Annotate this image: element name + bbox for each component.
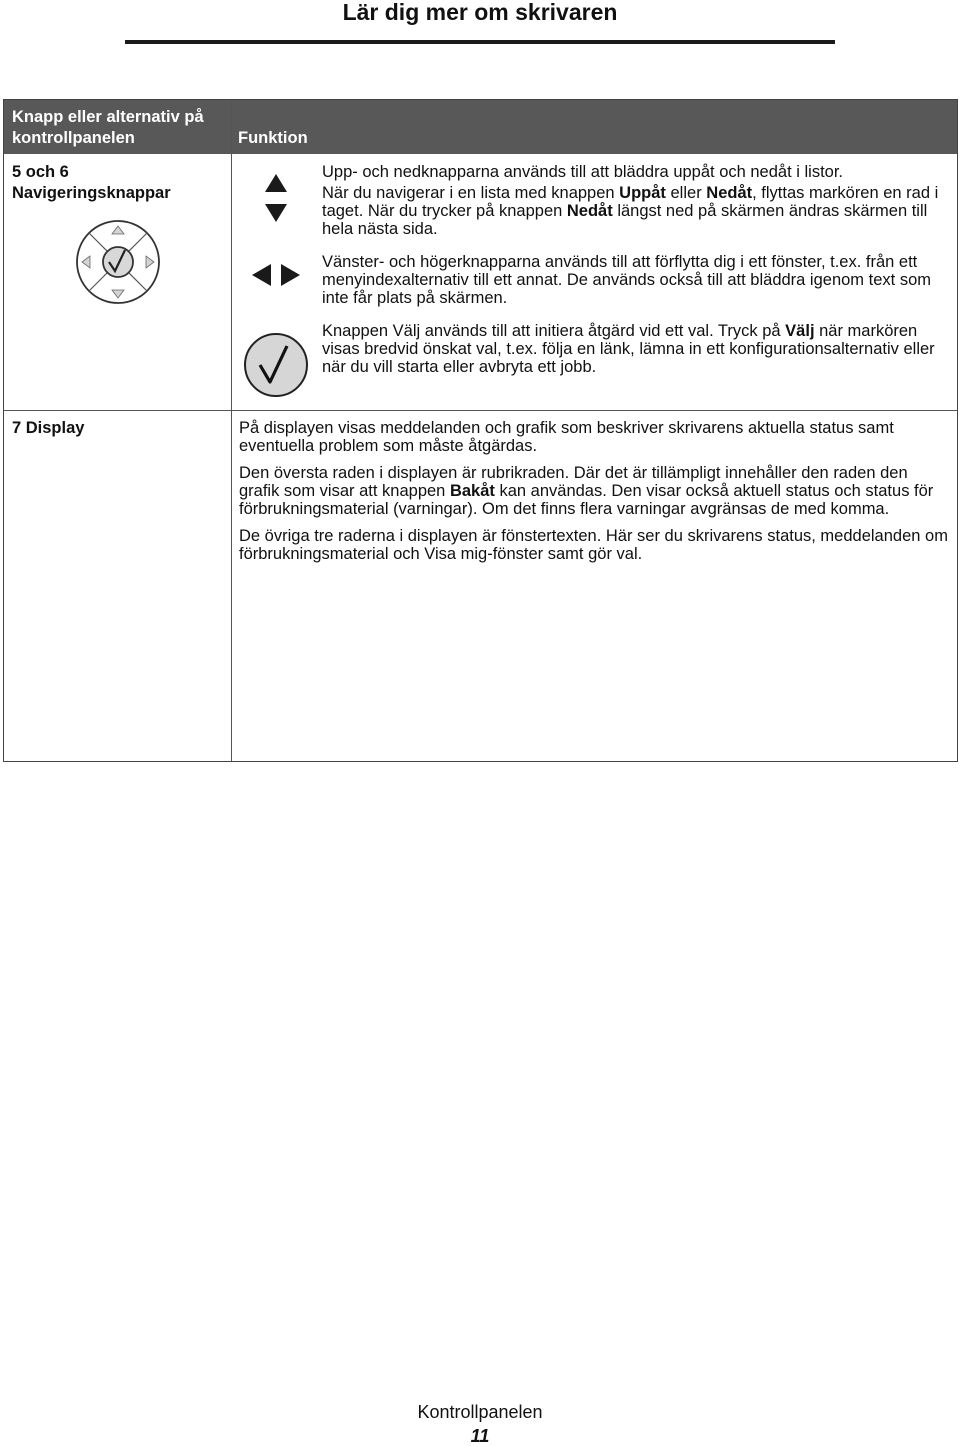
up-down-text-2: När du navigerar i en lista med knappen Uppåt eller Nedåt, flyttas markören en rad i taget. När du trycker på knappen Nedåt längst ned på skärmen ändras skärmen till hela nästa sida. (322, 184, 939, 238)
column-heading-button: Knapp eller alternativ på kontrollpanelen (12, 108, 204, 147)
page-header (125, 0, 835, 44)
row-label-display: 7 Display (12, 419, 85, 437)
page-title: Lär dig mer om skrivaren (342, 0, 618, 25)
footer-section: Kontrollpanelen (417, 1402, 543, 1422)
display-text-1: På displayen visas meddelanden och grafik som beskriver skrivarens aktuella status samt eventuella problem som måste åtgärdas. (239, 419, 894, 455)
row-divider (4, 410, 957, 411)
navigation-functions (322, 163, 952, 385)
function-table (3, 99, 958, 762)
left-right-text: Vänster- och högerknapparna används till att förflytta dig i ett fönster, t.ex. från ett menyindexalternativ till ett annat. De används också till att bläddra igenom text som inte får plats på skärmen. (322, 253, 931, 307)
display-text-3: De övriga tre raderna i displayen är fönstertexten. Här ser du skrivarens status, meddelanden om förbrukningsmaterial och Visa mig-fönster samt gör val. (239, 527, 948, 563)
column-heading-function: Funktion (238, 129, 308, 147)
page-number: 11 (470, 1426, 490, 1446)
row-label-navigation: 5 och 6 Navigeringsknappar (12, 163, 171, 202)
select-text: Knappen Välj används till att initiera åtgärd vid ett val. Tryck på Välj när markören visas bredvid önskat val, t.ex. följa en länk, lämna in ett konfigurationsalternativ eller när du vill starta eller avbryta ett jobb. (322, 322, 935, 376)
up-down-text-1: Upp- och nedknapparna används till att bläddra uppåt och nedåt i listor. (322, 163, 844, 181)
table-header (4, 100, 957, 154)
column-divider (231, 100, 232, 761)
left-right-arrows-icon (251, 263, 301, 287)
up-down-arrows-icon (264, 172, 288, 224)
display-functions (239, 419, 951, 572)
display-text-2: Den översta raden i displayen är rubrikraden. Där det är tillämpligt innehåller den raden den grafik som visar att knappen Bakåt kan användas. Den visar också aktuell status och status för förbrukningsmaterial (varningar). Om det finns flera varningar avgränsas de med komma. (239, 464, 934, 518)
select-checkmark-icon (243, 332, 309, 398)
navigation-pad-icon (74, 218, 162, 306)
